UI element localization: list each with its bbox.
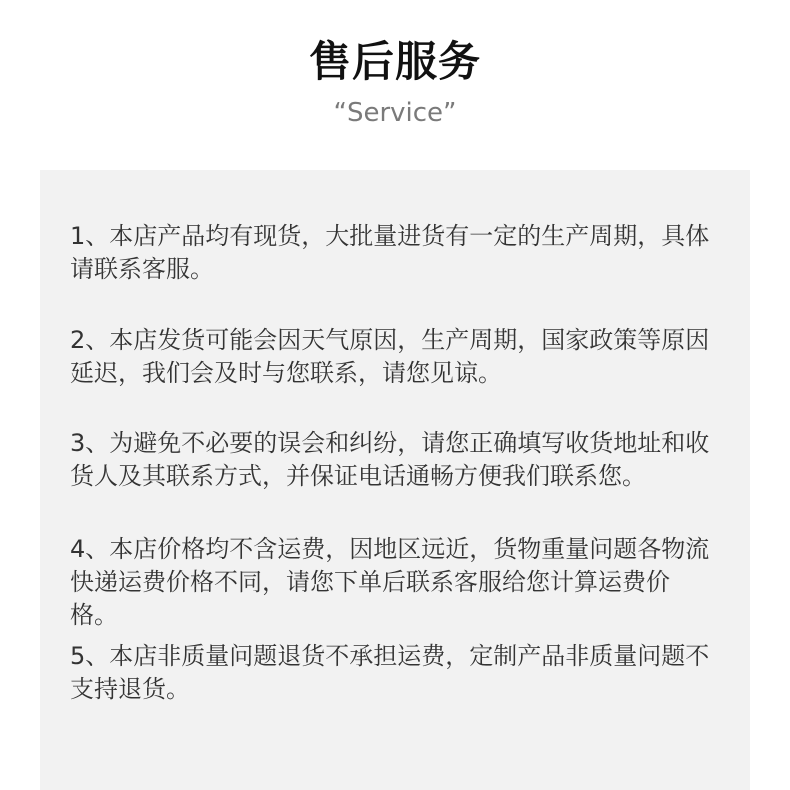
policy-item-shipping-delay: 2、本店发货可能会因天气原因，生产周期，国家政策等原因延迟，我们会及时与您联系，请您见谅。 <box>70 326 710 387</box>
policy-item-address-info: 3、为避免不必要的误会和纠纷，请您正确填写收货地址和收货人及其联系方式，并保证电话通畅方便我们联系您。 <box>70 429 710 490</box>
page-title: 售后服务 <box>308 37 481 86</box>
after-sales-policy-panel <box>40 170 750 790</box>
policy-item-shipping-fee: 4、本店价格均不含运费，因地区远近，货物重量问题各物流快递运费价格不同，请您下单后联系客服给您计算运费价格。 <box>70 535 710 629</box>
page-subtitle: “Service” <box>333 98 457 128</box>
policy-item-returns: 5、本店非质量问题退货不承担运费，定制产品非质量问题不支持退货。 <box>70 642 710 703</box>
policy-item-stock: 1、本店产品均有现货，大批量进货有一定的生产周期，具体请联系客服。 <box>70 222 710 283</box>
